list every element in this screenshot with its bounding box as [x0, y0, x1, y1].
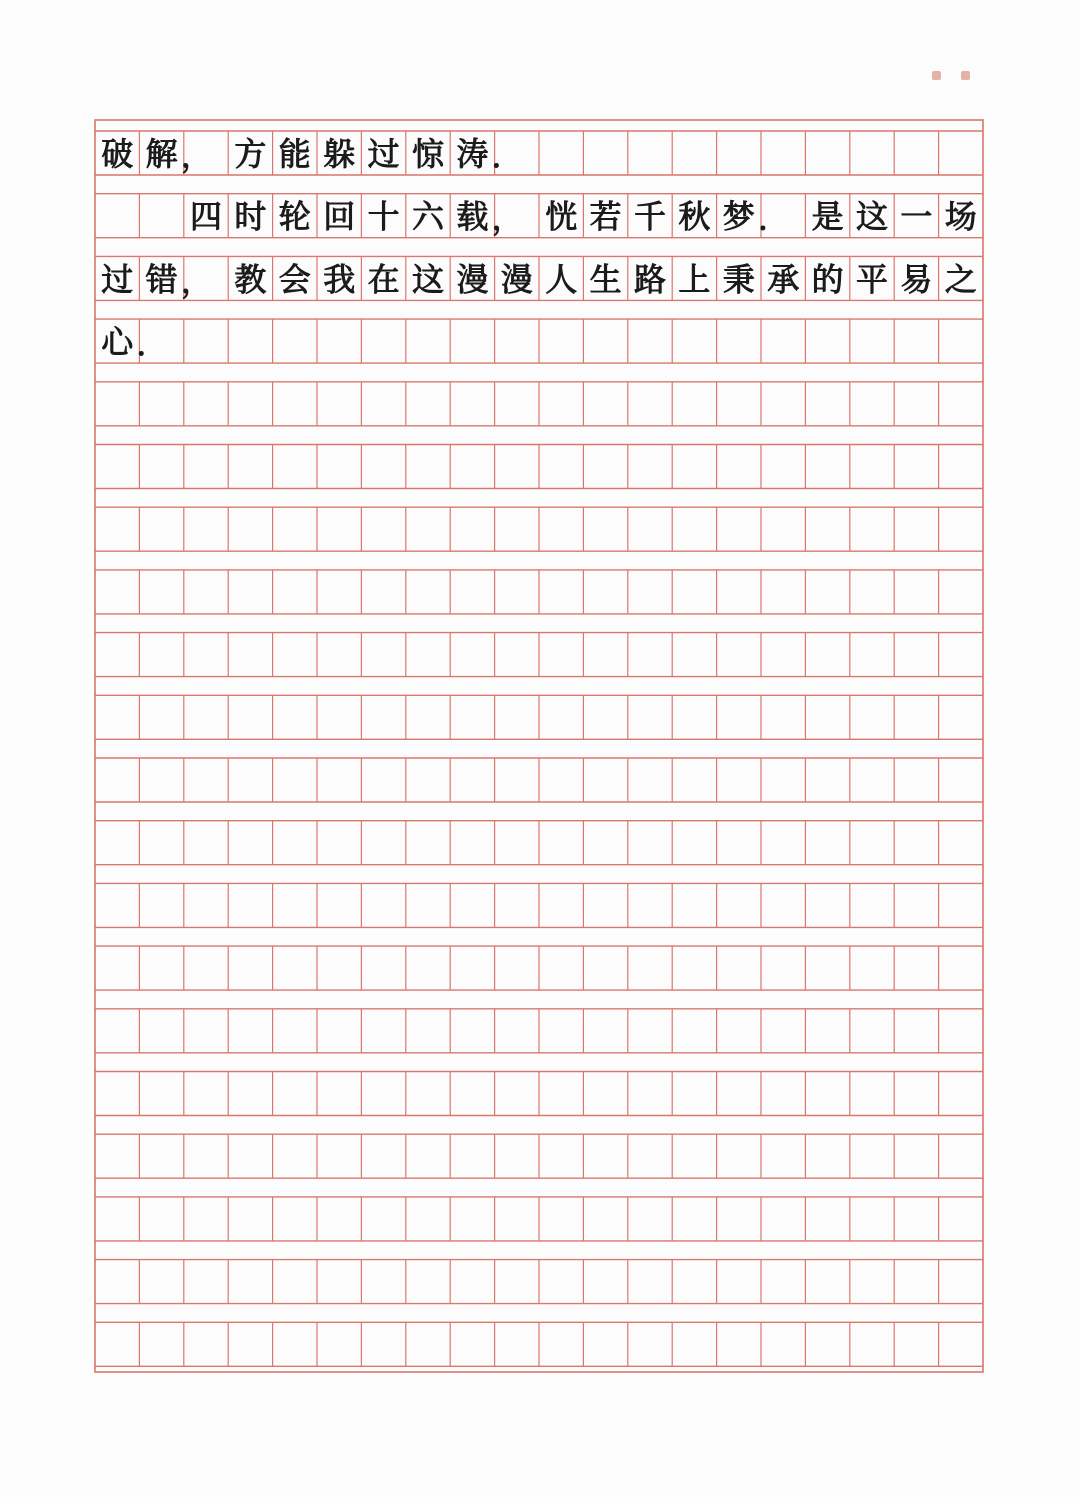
handwritten-punctuation: ．	[758, 202, 789, 238]
handwritten-char: 会	[278, 260, 311, 299]
handwritten-char: 若	[589, 197, 622, 236]
handwritten-char: 的	[811, 260, 844, 299]
handwritten-char: 过	[367, 135, 400, 173]
handwritten-char: 恍	[545, 197, 578, 236]
handwritten-char: 轮	[278, 197, 311, 236]
handwritten-char: 上	[678, 260, 711, 299]
handwritten-char: 之	[944, 260, 977, 299]
handwritten-char: 生	[589, 260, 622, 299]
handwritten-char: 一	[900, 197, 933, 236]
handwritten-punctuation: ．	[136, 328, 167, 364]
handwritten-char: 载	[456, 197, 489, 236]
handwritten-char: 易	[900, 260, 933, 299]
handwritten-char: 人	[545, 260, 578, 299]
handwritten-punctuation: ，	[491, 202, 522, 238]
handwritten-char: 惊	[411, 135, 445, 173]
handwritten-char: 是	[811, 197, 844, 236]
handwritten-char: 时	[234, 197, 267, 236]
handwritten-char: 能	[278, 135, 311, 173]
handwritten-char: 平	[855, 260, 889, 299]
handwritten-punctuation: ，	[181, 140, 211, 175]
handwritten-char: 我	[323, 260, 356, 299]
handwritten-char: 在	[367, 260, 400, 299]
handwritten-char: 承	[767, 260, 800, 299]
handwritten-char: 梦	[722, 197, 755, 236]
grid-frame	[95, 120, 983, 1372]
handwritten-char: 错	[145, 260, 178, 299]
handwritten-char: 躲	[323, 135, 356, 173]
handwritten-char: 心	[101, 323, 134, 362]
handwritten-punctuation: ．	[491, 140, 522, 175]
handwritten-char: 这	[411, 260, 445, 299]
handwritten-char: 四	[189, 197, 223, 236]
handwritten-char: 回	[323, 197, 356, 236]
handwritten-char: 教	[234, 260, 267, 299]
handwritten-char: 漫	[456, 260, 489, 299]
handwritten-char: 千	[633, 197, 667, 236]
handwritten-char: 场	[944, 197, 977, 236]
handwritten-char: 方	[234, 135, 267, 173]
handwritten-char: 过	[101, 260, 134, 299]
handwritten-char: 六	[411, 197, 445, 236]
handwritten-char: 涛	[456, 135, 489, 173]
handwritten-char: 十	[367, 197, 400, 236]
handwritten-char: 秋	[678, 197, 711, 236]
handwritten-char: 破	[101, 135, 134, 173]
handwritten-char: 秉	[722, 260, 755, 299]
handwritten-punctuation: ，	[181, 265, 211, 301]
handwritten-char: 解	[145, 135, 178, 173]
handwritten-char: 漫	[500, 260, 533, 299]
handwritten-char: 这	[855, 197, 889, 236]
handwritten-char: 路	[633, 260, 667, 299]
